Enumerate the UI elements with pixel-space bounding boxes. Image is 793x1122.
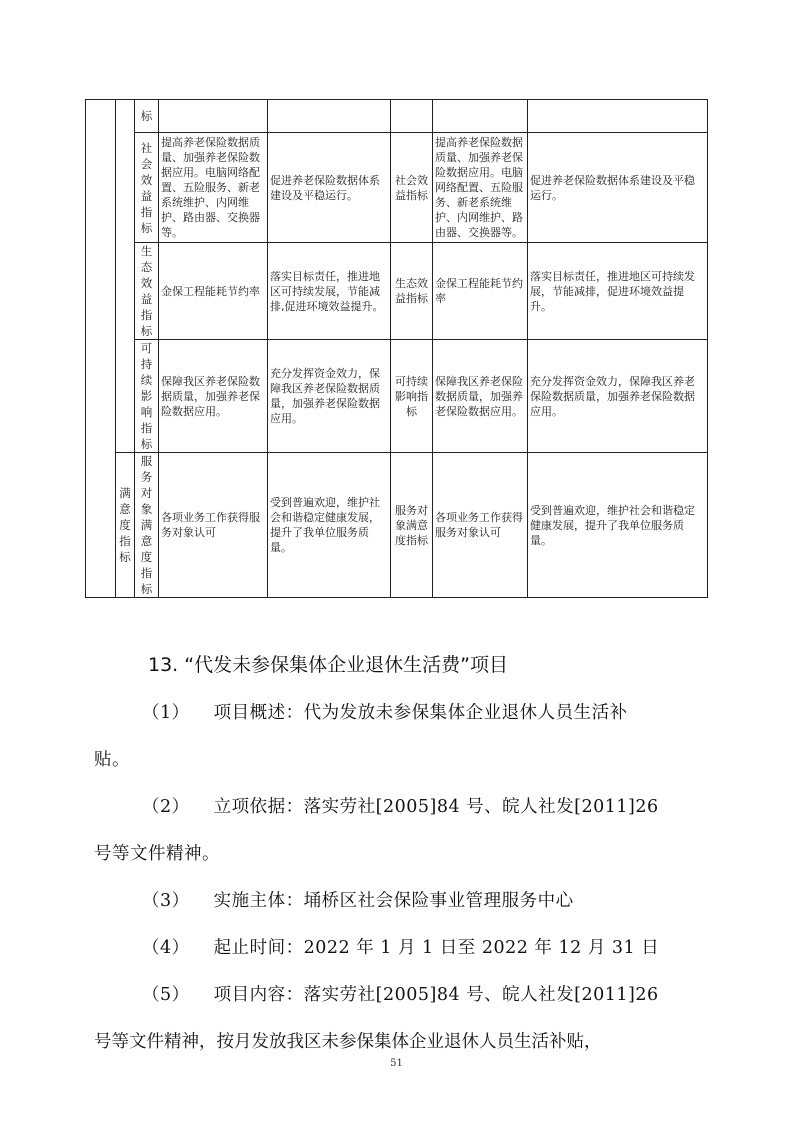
table-row (86, 243, 708, 340)
sub-indicator-cell: 社会效益指标 (135, 133, 159, 243)
sub-indicator-cell: 服务对象满意度指标 (135, 453, 159, 598)
page-number: 51 (390, 1058, 403, 1069)
item-2 (94, 784, 706, 878)
item-text: 实施主体：埇桥区社会保险事业管理服务中心 (213, 891, 574, 911)
table-row (86, 100, 708, 133)
indicator-cell (159, 100, 268, 133)
target-cell: 充分发挥资金效力，保障我区养老保险数据质量，加强养老保险数据应用。 (268, 340, 391, 453)
item-number: （3） (142, 891, 190, 911)
table-row (86, 133, 708, 243)
item-text: 项目概述：代为发放未参保集体企业退休人员生活补 (213, 703, 628, 723)
target-cell: 充分发挥资金效力，保障我区养老保险数据质量，加强养老保险数据应用。 (528, 340, 708, 453)
target-cell: 受到普遍欢迎，维护社会和谐稳定健康发展，提升了我单位服务质量。 (528, 453, 708, 598)
category-cell: 可持续影响指标 (391, 340, 433, 453)
group-cell-benefit (116, 100, 135, 453)
item-continuation: 号等文件精神，按月发放我区未参保集体企业退休人员生活补贴， (94, 1032, 602, 1052)
item-text: 起止时间：2022 年 1 月 1 日至 2022 年 12 月 31 日 (213, 938, 660, 958)
indicator-cell (433, 100, 528, 133)
target-cell: 落实目标责任，推进地区可持续发展，节能减排,促进环境效益提升。 (268, 243, 391, 340)
indicator-cell: 金保工程能耗节约率 (159, 243, 268, 340)
indicator-cell: 各项业务工作获得服务对象认可 (159, 453, 268, 598)
table-row (86, 340, 708, 453)
item-number: （2） (142, 797, 190, 817)
sub-indicator-cell: 可持续影响指标 (135, 340, 159, 453)
item-3 (94, 878, 706, 925)
item-number: （4） (142, 938, 190, 958)
table-row (86, 453, 708, 598)
indicator-cell: 保障我区养老保险数据质量，加强养老保险数据应用。 (159, 340, 268, 453)
item-continuation: 贴。 (94, 750, 130, 770)
sub-indicator-cell: 标 (135, 100, 159, 133)
group-cell-satisfaction: 满意度指标 (116, 453, 135, 598)
target-cell: 受到普遍欢迎，维护社会和谐稳定健康发展，提升了我单位服务质量。 (268, 453, 391, 598)
group-cell-outer (86, 100, 116, 598)
performance-indicator-table (85, 99, 708, 598)
indicator-cell: 保障我区养老保险数据质量，加强养老保险数据应用。 (433, 340, 528, 453)
item-5 (94, 972, 706, 1066)
category-cell: 社会效益指标 (391, 133, 433, 243)
item-text: 项目内容：落实劳社[2005]84 号、皖人社发[2011]26 (213, 985, 659, 1005)
item-4 (94, 925, 706, 972)
indicator-cell: 提高养老保险数据质量、加强养老保险数据应用。电脑网络配置、五险服务、新老系统维护、内网维护、路由器、交换器等。 (159, 133, 268, 243)
item-1 (94, 690, 706, 784)
indicator-cell: 提高养老保险数据质量、加强养老保险数据应用。电脑网络配置、五险服务、新老系统维护、内网维护、路由器、交换器等。 (433, 133, 528, 243)
item-text: 立项依据：落实劳社[2005]84 号、皖人社发[2011]26 (213, 797, 659, 817)
indicator-cell: 各项业务工作获得服务对象认可 (433, 453, 528, 598)
category-cell: 生态效益指标 (391, 243, 433, 340)
target-cell: 促进养老保险数据体系建设及平稳运行。 (268, 133, 391, 243)
category-cell (391, 100, 433, 133)
item-number: （1） (142, 703, 190, 723)
section-heading: 13. “代发未参保集体企业退休生活费”项目 (148, 654, 508, 676)
target-cell: 促进养老保险数据体系建设及平稳运行。 (528, 133, 708, 243)
item-continuation: 号等文件精神。 (94, 844, 220, 864)
target-cell: 落实目标责任，推进地区可持续发展，节能减排，促进环境效益提升。 (528, 243, 708, 340)
category-cell: 服务对象满意度指标 (391, 453, 433, 598)
indicator-cell: 金保工程能耗节约率 (433, 243, 528, 340)
sub-indicator-cell: 生态效益指标 (135, 243, 159, 340)
target-cell (528, 100, 708, 133)
target-cell (268, 100, 391, 133)
item-number: （5） (142, 985, 190, 1005)
